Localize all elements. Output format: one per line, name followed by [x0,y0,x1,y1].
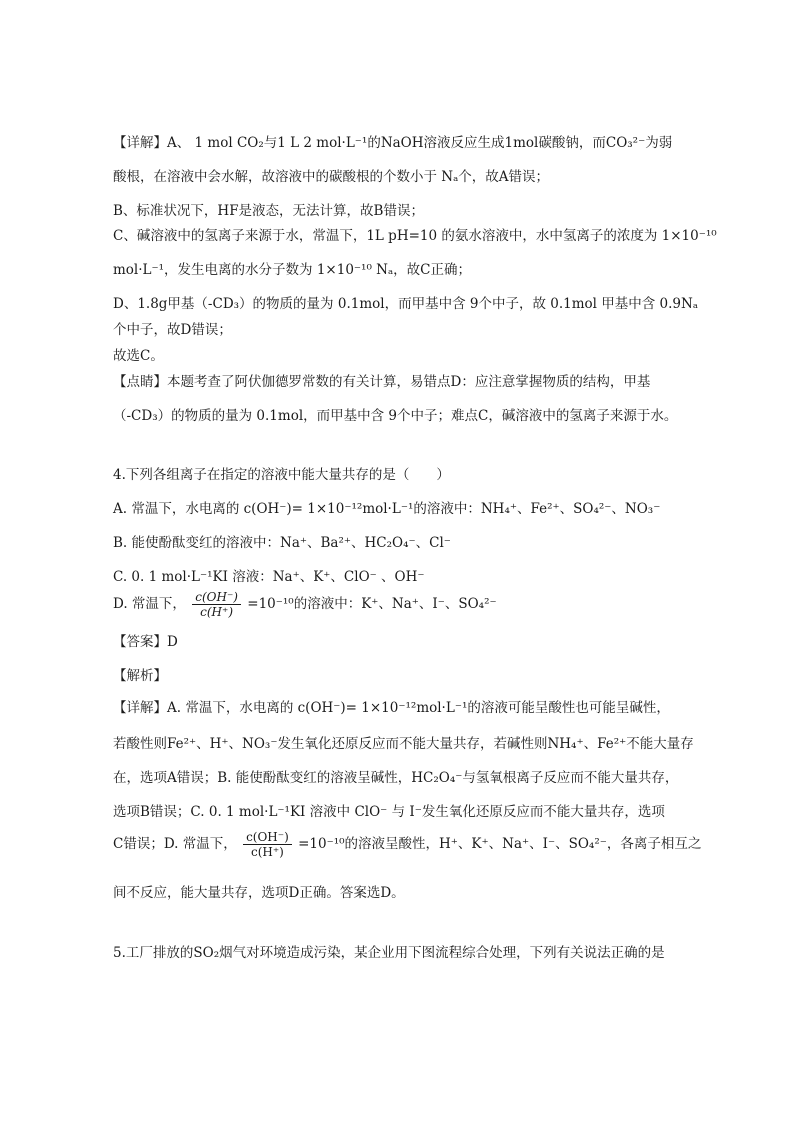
explanation-line-4: C、碱溶液中的氢离子来源于水，常温下，1L pH=10 的氨水溶液中，水中氢离子的浓度为 1×10⁻¹⁰ [113,228,717,244]
analysis-5-fraction [243,830,292,859]
explanation-line-2: 酸根，在溶液中会水解，故溶液中的碳酸根的个数小于 Nₐ个，故A错误； [113,169,550,185]
option-c: C. 0. 1 mol·L⁻¹KI 溶液：Na⁺、K⁺、ClO⁻ 、OH⁻ [113,569,425,585]
option-d-denominator: c(H⁺) [200,605,234,619]
analysis-line-6: 间不反应，能大量共存，选项D正确。答案选D。 [113,885,405,901]
explanation-line-3: B、标准状况下，HF是液态，无法计算，故B错误； [113,203,424,219]
analysis-5-prefix: C错误；D. 常温下， [113,836,237,852]
analysis-label: 【解析】 [113,668,167,684]
tip-line-1: 【点睛】本题考查了阿伏伽德罗常数的有关计算，易错点D：应注意掌握物质的结构，甲基 [113,374,651,390]
option-d [113,590,497,619]
explanation-line-5: mol·L⁻¹，发生电离的水分子数为 1×10⁻¹⁰ Nₐ，故C正确； [113,262,471,278]
analysis-line-1: 【详解】A. 常温下，水电离的 c(OH⁻)= 1×10⁻¹²mol·L⁻¹的溶液可能呈酸性也可能呈碱性， [113,700,670,716]
explanation-line-6: D、1.8g甲基（-CD₃）的物质的量为 0.1mol，而甲基中含 9个中子，故 0.1mol 甲基中含 0.9Nₐ [113,296,699,312]
analysis-line-4: 选项B错误；C. 0. 1 mol·L⁻¹KI 溶液中 ClO⁻ 与 I⁻发生氧化还原反应而不能大量共存，选项 [113,804,665,820]
answer-label: 【答案】D [113,634,178,650]
question-4-stem: 4.下列各组离子在指定的溶液中能大量共存的是（ ） [113,467,450,483]
explanation-line-7: 个中子，故D错误； [113,322,232,338]
option-d-prefix: D. 常温下， [113,596,186,612]
analysis-5-numerator: c(OH⁻) [243,830,292,845]
analysis-5-denominator: c(H⁺) [250,845,284,859]
option-d-fraction [192,590,241,619]
conclusion-line: 故选C。 [113,348,164,364]
analysis-5-suffix: =10⁻¹⁰的溶液呈酸性，H⁺、K⁺、Na⁺、I⁻、SO₄²⁻，各离子相互之 [298,836,702,852]
option-d-suffix: =10⁻¹⁰的溶液中：K⁺、Na⁺、I⁻、SO₄²⁻ [247,596,497,612]
explanation-line-1: 【详解】A、 1 mol CO₂与1 L 2 mol·L⁻¹的NaOH溶液反应生成1mol碳酸钠，而CO₃²⁻为弱 [113,135,673,151]
option-b: B. 能使酚酞变红的溶液中：Na⁺、Ba²⁺、HC₂O₄⁻、Cl⁻ [113,535,451,551]
option-d-numerator: c(OH⁻) [192,590,241,605]
analysis-line-5 [113,828,701,860]
option-a: A. 常温下，水电离的 c(OH⁻)= 1×10⁻¹²mol·L⁻¹的溶液中：NH₄⁺、Fe²⁺、SO₄²⁻、NO₃⁻ [113,501,661,517]
analysis-line-3: 在，选项A错误；B. 能使酚酞变红的溶液呈碱性，HC₂O₄⁻与氢氧根离子反应而不能大量共存， [113,770,679,786]
question-5-stem: 5.工厂排放的SO₂烟气对环境造成污染，某企业用下图流程综合处理，下列有关说法正确的是 [113,945,665,961]
analysis-line-2: 若酸性则Fe²⁺、H⁺、NO₃⁻发生氧化还原反应而不能大量共存，若碱性则NH₄⁺、Fe²⁺不能大量存 [113,736,694,752]
tip-line-2: （-CD₃）的物质的量为 0.1mol，而甲基中含 9个中子；难点C，碱溶液中的氢离子来源于水。 [113,408,678,424]
